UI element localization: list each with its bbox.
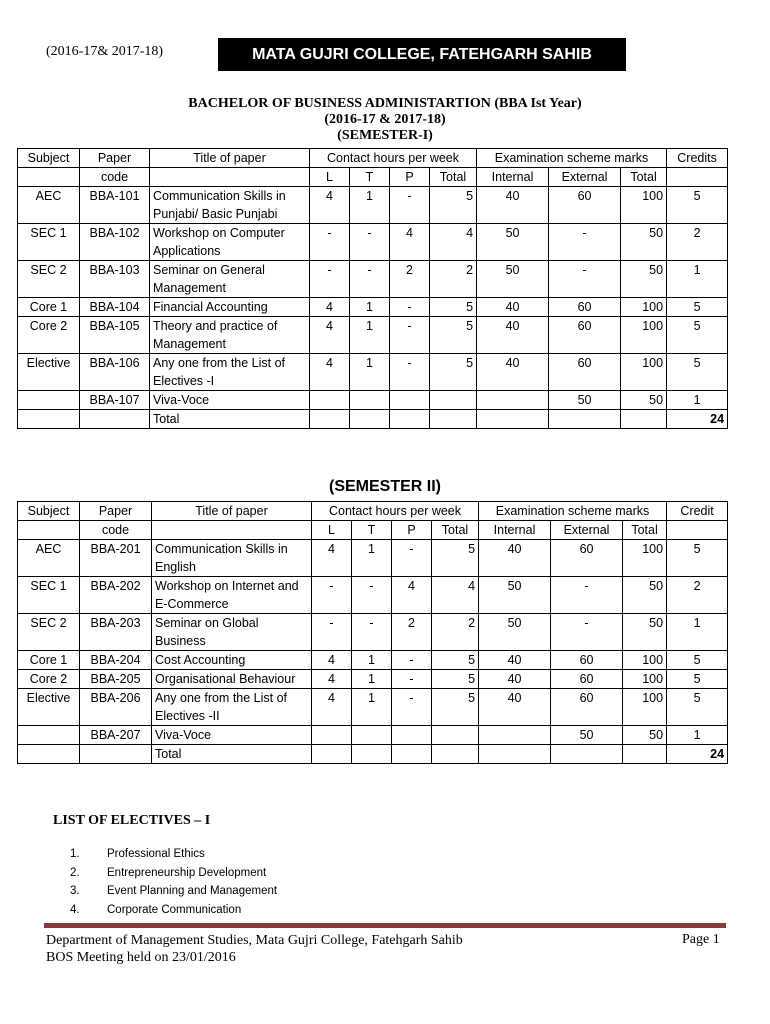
cell-internal: 40 [479,670,551,689]
cell-total: 5 [430,298,477,317]
empty-cell [551,745,623,764]
footer-info [46,932,463,966]
cell-P: 4 [390,224,430,261]
cell-internal [477,391,549,410]
cell-P: 2 [392,614,432,651]
cell-exam-total: 100 [621,354,667,391]
cell-total: 5 [432,540,479,577]
cell-code: BBA-203 [80,614,152,651]
header-hours-total: Total [432,521,479,540]
table-row [18,726,728,745]
cell-total: 5 [432,689,479,726]
cell-title: Seminar on General Management [150,261,310,298]
cell-title: Workshop on Internet and E-Commerce [152,577,312,614]
cell-T: 1 [352,670,392,689]
header-exam-scheme: Examination scheme marks [479,502,667,521]
cell-code: BBA-204 [80,651,152,670]
total-row [18,410,728,429]
cell-subject: SEC 2 [18,261,80,298]
cell-title: Workshop on Computer Applications [150,224,310,261]
list-item-label: Professional Ethics [107,848,205,861]
cell-L: - [312,577,352,614]
cell-P: - [392,689,432,726]
cell-total: 4 [430,224,477,261]
cell-subject: Core 2 [18,317,80,354]
cell-external: 50 [549,391,621,410]
cell-code: BBA-103 [80,261,150,298]
table-row [18,298,728,317]
total-credits: 24 [667,745,728,764]
cell-internal: 40 [477,187,549,224]
cell-code: BBA-105 [80,317,150,354]
footer-department: Department of Management Studies, Mata Gujri College, Fatehgarh Sahib [46,933,463,948]
programme-session: (2016-17 & 2017-18) [324,112,446,127]
list-item-number: 4. [70,903,80,916]
header-contact-hours: Contact hours per week [312,502,479,521]
cell-credits: 5 [667,298,728,317]
cell-L [312,726,352,745]
empty-cell [623,745,667,764]
page-number: Page 1 [682,932,720,947]
cell-T: 1 [350,354,390,391]
cell-L: 4 [310,298,350,317]
cell-credits: 5 [667,187,728,224]
header-external: External [551,521,623,540]
cell-internal: 40 [479,651,551,670]
footer-meeting: BOS Meeting held on 23/01/2016 [46,950,236,965]
empty-cell [392,745,432,764]
cell-subject: Core 1 [18,298,80,317]
table-row [18,187,728,224]
cell-code: BBA-107 [80,391,150,410]
cell-T: - [352,577,392,614]
cell-internal: 40 [477,317,549,354]
cell-external: - [551,614,623,651]
list-item-number: 1. [70,848,80,861]
cell-exam-total: 100 [621,317,667,354]
cell-external: 60 [551,689,623,726]
cell-title: Communication Skills in English [152,540,312,577]
header-external: External [549,168,621,187]
cell-code: BBA-202 [80,577,152,614]
cell-code: BBA-102 [80,224,150,261]
cell-total [432,726,479,745]
cell-exam-total: 50 [623,614,667,651]
cell-credits: 2 [667,224,728,261]
table-row [18,317,728,354]
total-row [18,745,728,764]
cell-P: - [390,298,430,317]
list-item [70,864,277,883]
cell-credits: 5 [667,651,728,670]
empty-cell [350,410,390,429]
cell-T [350,391,390,410]
table-header-row [18,149,728,168]
cell-L: 4 [310,187,350,224]
header-l: L [312,521,352,540]
table-row [18,651,728,670]
cell-T: 1 [350,298,390,317]
semester-2-table [17,501,728,764]
cell-subject: Elective [18,689,80,726]
list-item [70,845,277,864]
header-credits: Credits [667,149,728,168]
cell-subject: SEC 1 [18,577,80,614]
cell-code: BBA-201 [80,540,152,577]
table-row [18,354,728,391]
header-marks-total: Total [621,168,667,187]
list-item-label: Event Planning and Management [107,885,278,898]
cell-internal: 50 [477,261,549,298]
cell-internal: 40 [479,689,551,726]
cell-internal: 50 [479,577,551,614]
empty-cell [621,410,667,429]
cell-external: - [549,261,621,298]
cell-external: 60 [549,298,621,317]
table-subheader-row [18,521,728,540]
cell-L: - [312,614,352,651]
cell-code: BBA-106 [80,354,150,391]
header-code: code [80,168,150,187]
header-exam-scheme: Examination scheme marks [477,149,667,168]
cell-title: Any one from the List of Electives -II [152,689,312,726]
header-credits: Credit [667,502,728,521]
header-contact-hours: Contact hours per week [310,149,477,168]
cell-exam-total: 100 [623,651,667,670]
cell-exam-total: 100 [623,540,667,577]
cell-total [430,391,477,410]
table-row [18,391,728,410]
empty-cell [80,745,152,764]
table-row [18,614,728,651]
cell-title: Communication Skills in Punjabi/ Basic Punjabi [150,187,310,224]
table-row [18,689,728,726]
cell-total: 5 [430,187,477,224]
semester-1-title: (SEMESTER-I) [337,128,433,143]
total-label: Total [152,745,312,764]
table-header-row [18,502,728,521]
table-row [18,577,728,614]
semester-2-title: (SEMESTER II) [328,478,441,495]
header-hours-total: Total [430,168,477,187]
cell-P: - [392,670,432,689]
empty-cell [352,745,392,764]
empty-cell [312,745,352,764]
empty-cell [477,410,549,429]
cell-P: - [392,651,432,670]
cell-exam-total: 100 [623,689,667,726]
cell-T: - [350,224,390,261]
cell-credits: 5 [667,540,728,577]
header-p: P [392,521,432,540]
cell-L: 4 [310,317,350,354]
cell-subject: AEC [18,540,80,577]
cell-subject: Core 2 [18,670,80,689]
cell-title: Seminar on Global Business [152,614,312,651]
cell-code: BBA-207 [80,726,152,745]
header-t: T [352,521,392,540]
cell-total: 5 [432,651,479,670]
cell-T: 1 [352,651,392,670]
cell-credits: 1 [667,614,728,651]
cell-external: 60 [551,651,623,670]
list-item-number: 2. [70,866,80,879]
cell-total: 2 [430,261,477,298]
semester-1-table [17,148,728,429]
list-item [70,882,277,901]
cell-exam-total: 50 [621,224,667,261]
cell-credits: 2 [667,577,728,614]
cell-title: Theory and practice of Management [150,317,310,354]
list-item-label: Corporate Communication [107,903,242,916]
cell-T: - [352,614,392,651]
cell-title: Any one from the List of Electives -I [150,354,310,391]
cell-internal: 50 [477,224,549,261]
list-item-number: 3. [70,885,80,898]
table-row [18,224,728,261]
cell-subject: SEC 1 [18,224,80,261]
header-marks-total: Total [623,521,667,540]
cell-exam-total: 50 [621,261,667,298]
cell-P: 2 [390,261,430,298]
cell-total: 4 [432,577,479,614]
cell-code: BBA-205 [80,670,152,689]
cell-internal: 40 [479,540,551,577]
cell-external: - [551,577,623,614]
programme-title: BACHELOR OF BUSINESS ADMINISTARTION (BBA Ist Year) [188,96,582,111]
cell-exam-total: 100 [623,670,667,689]
header-title: Title of paper [152,502,312,521]
empty-cell [430,410,477,429]
cell-credits: 1 [667,261,728,298]
list-item-label: Entrepreneurship Development [107,866,267,879]
header-p: P [390,168,430,187]
cell-P: - [392,540,432,577]
header-title: Title of paper [150,149,310,168]
cell-exam-total: 50 [621,391,667,410]
cell-T: - [350,261,390,298]
cell-credits: 5 [667,317,728,354]
cell-P [392,726,432,745]
list-item [70,901,277,920]
cell-L: - [310,224,350,261]
cell-total: 5 [432,670,479,689]
cell-L [310,391,350,410]
header-code: code [80,521,152,540]
cell-title: Financial Accounting [150,298,310,317]
table-row [18,261,728,298]
cell-P: 4 [392,577,432,614]
cell-internal: 40 [477,298,549,317]
cell-L: 4 [312,670,352,689]
cell-T [352,726,392,745]
total-credits: 24 [667,410,728,429]
cell-subject: Elective [18,354,80,391]
cell-P: - [390,354,430,391]
cell-T: 1 [352,540,392,577]
cell-T: 1 [352,689,392,726]
empty-cell [310,410,350,429]
cell-P: - [390,187,430,224]
cell-total: 5 [430,317,477,354]
header-t: T [350,168,390,187]
cell-external: - [549,224,621,261]
cell-title: Viva-Voce [152,726,312,745]
cell-P: - [390,317,430,354]
cell-exam-total: 50 [623,726,667,745]
cell-code: BBA-104 [80,298,150,317]
cell-external: 60 [549,317,621,354]
header-paper: Paper [80,149,150,168]
cell-credits: 1 [667,391,728,410]
electives-title: LIST OF ELECTIVES – I [53,813,211,828]
table-subheader-row [18,168,728,187]
cell-internal: 50 [479,614,551,651]
footer-rule [44,923,726,928]
cell-title: Viva-Voce [150,391,310,410]
header-subject: Subject [18,502,80,521]
cell-credits: 5 [667,354,728,391]
cell-subject: AEC [18,187,80,224]
cell-exam-total: 50 [623,577,667,614]
cell-external: 60 [551,670,623,689]
header-subject: Subject [18,149,80,168]
cell-credits: 5 [667,689,728,726]
cell-internal: 40 [477,354,549,391]
electives-list [70,845,277,919]
table-row [18,540,728,577]
cell-internal [479,726,551,745]
cell-code: BBA-206 [80,689,152,726]
cell-external: 60 [549,187,621,224]
cell-title: Cost Accounting [152,651,312,670]
empty-cell [479,745,551,764]
cell-T: 1 [350,317,390,354]
empty-cell [549,410,621,429]
cell-T: 1 [350,187,390,224]
cell-external: 60 [549,354,621,391]
cell-exam-total: 100 [621,298,667,317]
header-internal: Internal [477,168,549,187]
header-internal: Internal [479,521,551,540]
cell-code: BBA-101 [80,187,150,224]
cell-L: 4 [312,540,352,577]
cell-L: 4 [310,354,350,391]
cell-L: 4 [312,689,352,726]
cell-subject [18,726,80,745]
empty-cell [18,745,80,764]
empty-cell [432,745,479,764]
session-label: (2016-17& 2017-18) [46,44,164,59]
cell-P [390,391,430,410]
cell-external: 50 [551,726,623,745]
cell-credits: 5 [667,670,728,689]
cell-external: 60 [551,540,623,577]
cell-total: 5 [430,354,477,391]
empty-cell [80,410,150,429]
cell-credits: 1 [667,726,728,745]
empty-cell [390,410,430,429]
empty-cell [18,410,80,429]
cell-exam-total: 100 [621,187,667,224]
cell-L: 4 [312,651,352,670]
header-paper: Paper [80,502,152,521]
cell-title: Organisational Behaviour [152,670,312,689]
cell-L: - [310,261,350,298]
cell-total: 2 [432,614,479,651]
table-row [18,670,728,689]
cell-subject [18,391,80,410]
cell-subject: SEC 2 [18,614,80,651]
total-label: Total [150,410,310,429]
cell-subject: Core 1 [18,651,80,670]
college-banner: MATA GUJRI COLLEGE, FATEHGARH SAHIB [218,38,626,71]
header-l: L [310,168,350,187]
